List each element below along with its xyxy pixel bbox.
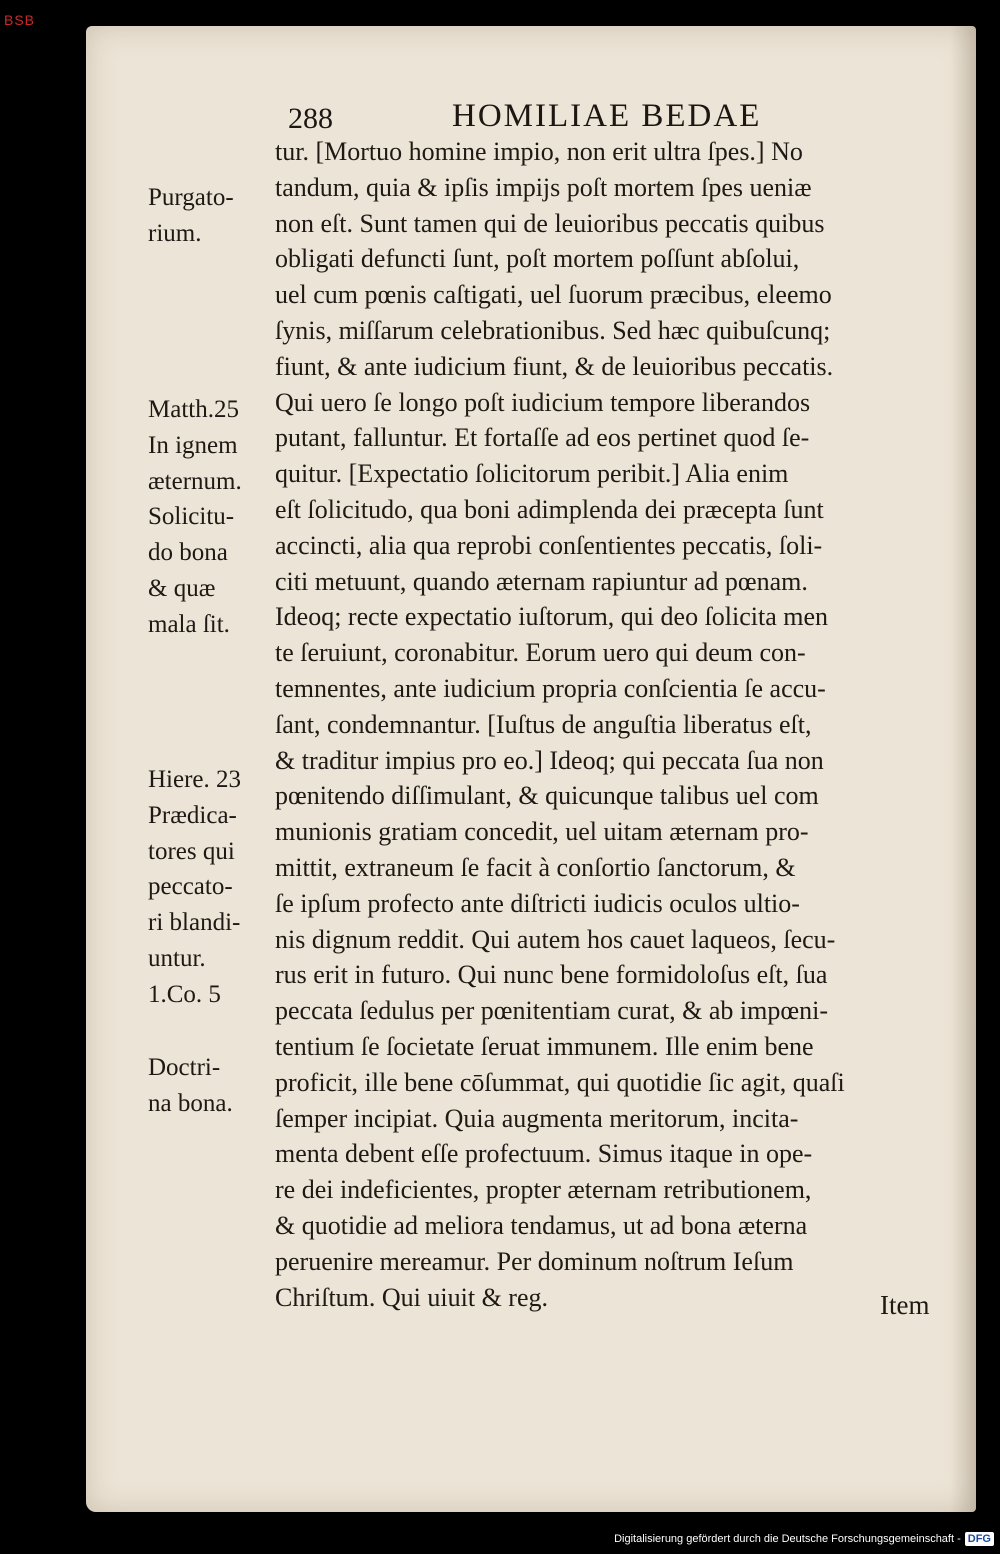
- margin-note-line: In ignem: [148, 431, 238, 459]
- margin-note-line: Doctri-: [148, 1054, 221, 1081]
- library-mark: BSB: [4, 12, 36, 28]
- margin-note-purgatorium: [148, 180, 278, 252]
- text-line: pœnitendo diſſimulant, & quicunque talibus uel com: [275, 781, 819, 811]
- margin-note-line: rium.: [148, 219, 202, 247]
- text-line: Ideoq; recte expectatio iuſtorum, qui deo ſolicita men: [275, 602, 829, 632]
- text-line: tentium ſe ſocietate ſeruat immunem. Ille enim bene: [275, 1031, 814, 1061]
- text-line: te ſeruiunt, coronabitur. Eorum uero qui deum con-: [275, 638, 806, 668]
- text-line: accincti, alia qua reprobi conſentientes peccatis, ſoli-: [275, 530, 823, 560]
- margin-note-line: mala ſit.: [148, 610, 230, 638]
- text-line: eſt ſolicitudo, qua boni adimplenda dei præcepta ſunt: [275, 494, 824, 524]
- digitization-credit: [614, 1532, 994, 1546]
- margin-note-line: peccato-: [148, 873, 233, 901]
- text-line: ſe ipſum profecto ante diſtricti iudicis oculos ultio-: [275, 888, 800, 918]
- text-line: menta debent eſſe profectuum. Simus itaque in ope-: [275, 1139, 813, 1169]
- text-line: & traditur impius pro eo.] Ideoq; qui peccata ſua non: [275, 745, 824, 775]
- text-line: quitur. [Expectatio ſolicitorum peribit.] Alia enim: [275, 459, 789, 489]
- text-line: Qui uero ſe longo poſt iudicium tempore liberandos: [275, 387, 811, 417]
- text-line: obligati defuncti ſunt, poſt mortem poſſunt abſolui,: [275, 244, 800, 274]
- text-line: non eſt. Sunt tamen qui de leuioribus peccatis quibus: [275, 208, 825, 238]
- margin-note-line: Hiere. 23: [148, 766, 242, 793]
- margin-note-line: na bona.: [148, 1089, 233, 1117]
- text-line: mittit, extraneum ſe facit à conſortio ſanctorum, &: [275, 852, 796, 882]
- margin-note-line: æternum.: [148, 467, 242, 495]
- page-number: 288: [288, 102, 333, 135]
- text-line: ſynis, miſſarum celebrationibus. Sed hæc quibuſcunq;: [275, 315, 831, 345]
- margin-note-jeremiah: [148, 762, 278, 1013]
- running-title: HOMILIAE BEDAE: [452, 98, 762, 134]
- text-line: ſant, condemnantur. [Iuſtus de anguſtia liberatus eſt,: [275, 709, 812, 739]
- margin-note-line: Solicitu-: [148, 503, 235, 531]
- margin-note-line: tores qui: [148, 837, 235, 865]
- margin-note-line: Purgato-: [148, 184, 234, 211]
- text-line: peccata ſedulus per pœnitentiam curat, & ab impœni-: [275, 996, 829, 1026]
- text-line: ſemper incipiat. Quia augmenta meritorum, incita-: [275, 1103, 799, 1133]
- text-line: proficit, ille bene cōſummat, qui quotidie ſic agit, quaſi: [275, 1067, 845, 1097]
- margin-note-line: & quæ: [148, 574, 216, 602]
- text-line: & quotidie ad meliora tendamus, ut ad bona æterna: [275, 1210, 808, 1240]
- text-line: Chriſtum. Qui uiuit & reg.: [275, 1282, 548, 1312]
- page-header: [0, 98, 1000, 138]
- text-line: fiunt, & ante iudicium fiunt, & de leuioribus peccatis.: [275, 351, 834, 381]
- catchword: Item: [880, 1290, 930, 1320]
- text-line: uel cum pœnis caſtigati, uel ſuorum præcibus, eleemo: [275, 280, 832, 310]
- text-line: peruenire mereamur. Per dominum noſtrum Ieſum: [275, 1246, 794, 1276]
- main-text: [275, 134, 955, 1315]
- text-line: putant, falluntur. Et fortaſſe ad eos pertinet quod ſe-: [275, 423, 810, 453]
- text-line: nis dignum reddit. Qui autem hos cauet laqueos, ſecu-: [275, 924, 836, 954]
- text-line: tandum, quia & ipſis impijs poſt mortem ſpes ueniæ: [275, 172, 812, 202]
- margin-note-line: do bona: [148, 539, 228, 567]
- margin-note-line: untur.: [148, 944, 206, 972]
- text-line: re dei indeficientes, propter æternam retributionem,: [275, 1175, 812, 1205]
- margin-note-line: 1.Co. 5: [148, 980, 221, 1008]
- text-line: citi metuunt, quando æternam rapiuntur ad pœnam.: [275, 566, 808, 596]
- text-line: temnentes, ante iudicium propria conſcientia ſe accu-: [275, 673, 826, 703]
- text-line: tur. [Mortuo homine impio, non erit ultra ſpes.] No: [275, 137, 803, 166]
- margin-note-line: Prædica-: [148, 801, 237, 829]
- margin-note-line: Matth.25: [148, 396, 239, 423]
- margin-note-doctrina: [148, 1050, 278, 1122]
- text-line: rus erit in futuro. Qui nunc bene formidoloſus eſt, ſua: [275, 960, 828, 990]
- credit-text: Digitalisierung gefördert durch die Deutsche Forschungsgemeinschaft -: [614, 1533, 961, 1545]
- margin-note-matthew: [148, 392, 278, 643]
- dfg-logo: DFG: [965, 1532, 994, 1546]
- margin-note-line: ri blandi-: [148, 909, 241, 937]
- text-line: munionis gratiam concedit, uel uitam æternam pro-: [275, 817, 809, 847]
